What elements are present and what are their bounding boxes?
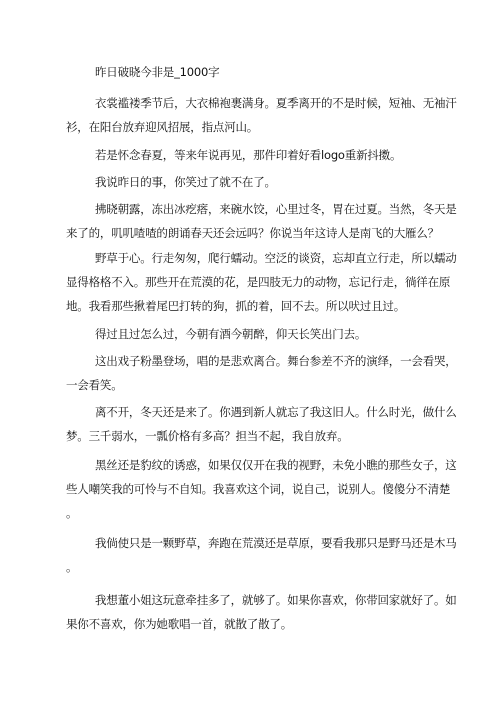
- paragraph-line: 我想董小姐这玩意牵挂多了，就够了。如果你喜欢，你带回家就好了。如: [95, 593, 457, 607]
- paragraph-10: [66, 531, 457, 579]
- paragraph-line: 衫，在阳台放弃迎风招展，指点河山。: [66, 120, 259, 134]
- paragraph-9: [66, 453, 457, 525]
- paragraph-line: 得过且过怎么过，今朝有酒今朝醉，仰天长笑出门去。: [95, 327, 367, 341]
- paragraph-line: 。: [66, 560, 78, 574]
- paragraph-11: [66, 588, 457, 636]
- paragraph-line: 来了的，叽叽喳喳的朗诵春天还会远吗？你说当年这诗人是南飞的大雁么？: [66, 226, 439, 240]
- paragraph-line: 拂晓朝露，冻出冰疙瘩，来碗水饺，心里过冬，胃在过夏。当然，冬天是: [95, 202, 457, 216]
- paragraph-line: 我倘使只是一颗野草，奔跑在荒漠还是草原，要看我那只是野马还是木马: [95, 536, 457, 550]
- paragraph-line: 梦。三千弱水，一瓢价格有多高？担当不起，我自放弃。: [66, 429, 349, 443]
- paragraph-line: 一会看笑。: [66, 378, 123, 392]
- paragraph-line: 衣裳褴褛季节后，大衣棉袍裹满身。夏季离开的不是时候，短袖、无袖汗: [95, 96, 457, 110]
- paragraph-line: 野草于心。行走匆匆，爬行蠕动。空泛的谈资，忘却直立行走，所以蠕动: [95, 251, 457, 265]
- paragraph-1: [66, 91, 457, 139]
- paragraph-line: 这出戏子粉墨登场，唱的是悲欢离合。舞台参差不齐的演绎，一会看哭，: [95, 354, 457, 368]
- paragraph-line: 我说昨日的事，你笑过了就不在了。: [95, 175, 276, 189]
- paragraph-2: [66, 143, 436, 167]
- paragraph-line: 地。我看那些揪着尾巴打转的狗，抓的着，回不去。所以吠过且过。: [66, 299, 405, 313]
- paragraph-8: [66, 400, 457, 448]
- paragraph-6: [66, 322, 436, 346]
- paragraph-4: [66, 197, 457, 245]
- paragraph-3: [66, 170, 436, 194]
- paragraph-7: [66, 349, 457, 397]
- paragraph-line: 若是怀念春夏，等来年说再见，那件印着好看logo重新抖擞。: [95, 148, 402, 162]
- paragraph-line: 黑丝还是豹纹的诱惑，如果仅仅开在我的视野，未免小瞧的那些女子，这: [95, 458, 457, 472]
- paragraph-line: 显得格格不入。那些开在荒漠的花，是四肢无力的动物，忘记行走，徜徉在原: [66, 275, 451, 289]
- paragraph-5: [66, 246, 457, 318]
- paragraph-line: 。: [66, 506, 78, 520]
- paragraph-line: 果你不喜欢，你为她歌唱一首，就散了散了。: [66, 617, 292, 631]
- paragraph-line: 离不开，冬天还是来了。你遇到新人就忘了我这旧人。什么时光，做什么: [95, 405, 457, 419]
- document-title: 昨日破晓今非是_1000字: [95, 65, 220, 79]
- paragraph-line: 些人嘲笑我的可怜与不自知。我喜欢这个词，说自己，说别人。傻傻分不清楚: [66, 482, 451, 496]
